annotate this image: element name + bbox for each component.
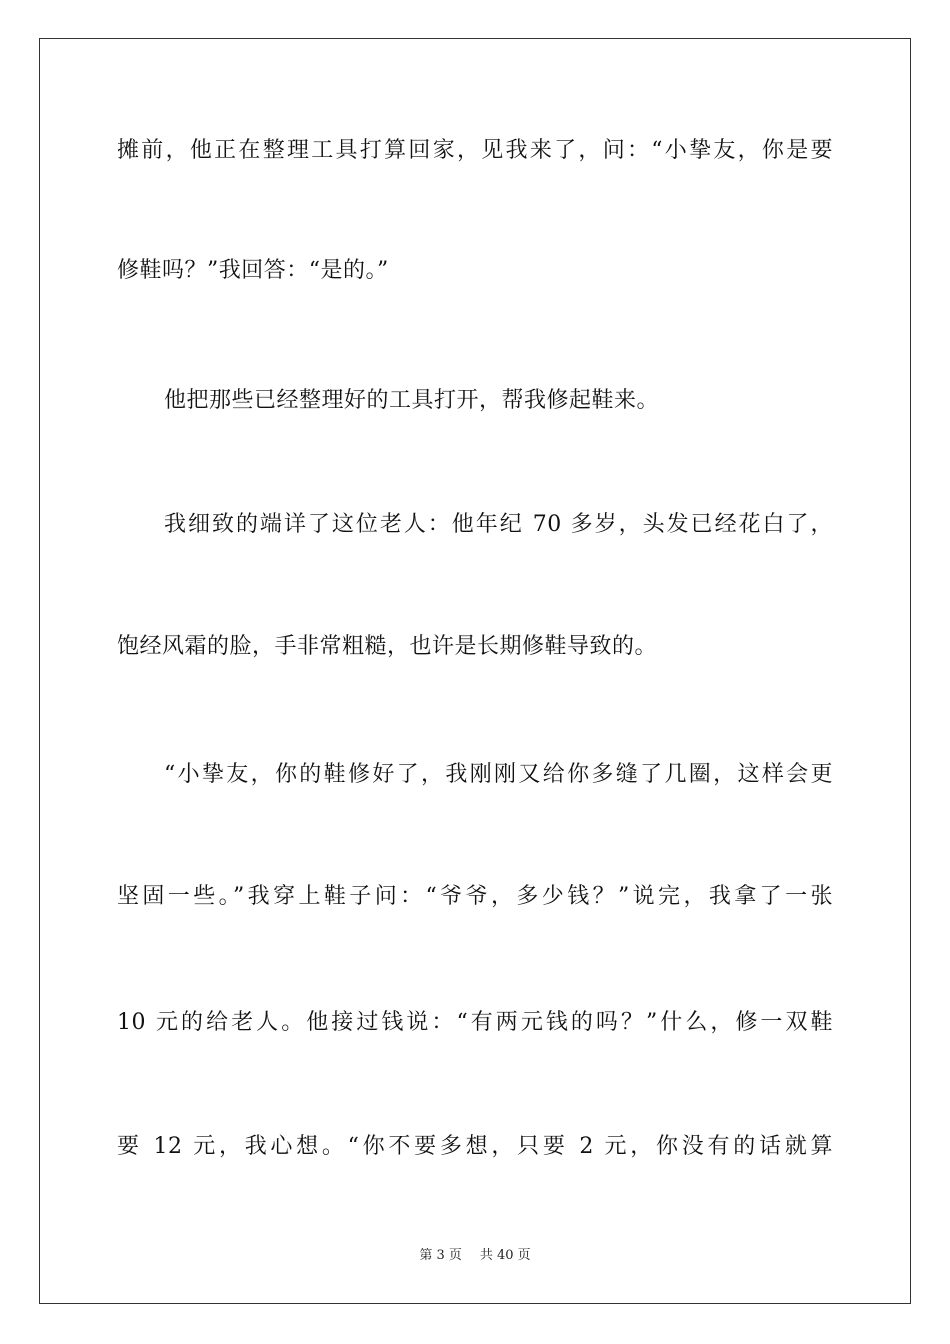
text-line-7: 坚固一些。”我穿上鞋子问：“爷爷，多少钱？”说完，我拿了一张	[117, 884, 833, 909]
text-line-3: 他把那些已经整理好的工具打开，帮我修起鞋来。	[164, 388, 660, 413]
text-line-8: 10 元的给老人。他接过钱说：“有两元钱的吗？”什么，修一双鞋	[117, 1010, 833, 1035]
page-border	[39, 38, 911, 1304]
text-line-5: 饱经风霜的脸，手非常粗糙，也许是长期修鞋导致的。	[117, 634, 658, 659]
text-line-4: 我细致的端详了这位老人：他年纪 70 多岁，头发已经花白了，	[164, 512, 833, 537]
text-line-2: 修鞋吗？”我回答：“是的。”	[117, 258, 389, 283]
total-pages-label: 共 40 页	[479, 1248, 531, 1263]
current-page-label: 第 3 页	[419, 1248, 462, 1263]
page-footer	[0, 1247, 950, 1265]
text-line-9: 要 12 元，我心想。“你不要多想，只要 2 元，你没有的话就算	[117, 1134, 833, 1159]
text-line-6: “小挚友，你的鞋修好了，我刚刚又给你多缝了几圈，这样会更	[164, 762, 833, 787]
text-line-1: 摊前，他正在整理工具打算回家，见我来了，问：“小挚友，你是要	[117, 138, 833, 163]
